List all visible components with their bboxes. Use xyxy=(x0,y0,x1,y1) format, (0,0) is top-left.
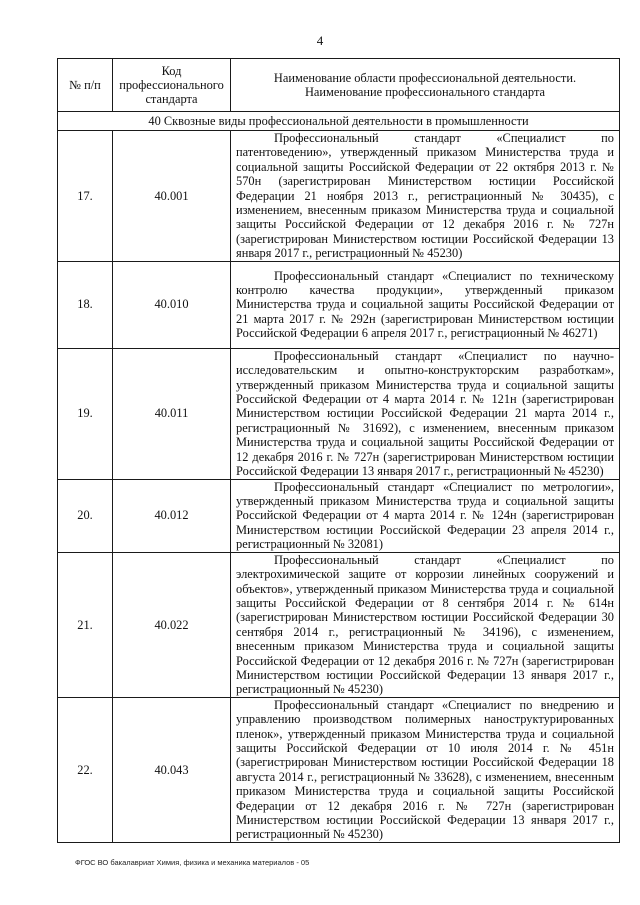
header-name-line2: Наименование профессионального стандарта xyxy=(304,85,546,99)
row-text-cell xyxy=(231,131,620,262)
header-name xyxy=(231,59,620,112)
page-number: 4 xyxy=(316,33,324,48)
row-text-cell xyxy=(231,552,620,697)
table-row xyxy=(58,348,620,479)
row-text-cell xyxy=(231,479,620,552)
row-text-cell xyxy=(231,261,620,348)
row-num: 17. xyxy=(58,131,113,262)
row-text: Профессиональный стандарт «Специалист по научно-исследовательским и опытно-конструкторским разработкам», утвержденный приказом Министерства труда и социальной защиты Российской Федерации от 4 марта 2014 г. № 121н (зарегистрирован Министерством юстиции Российской Федерации 21 марта 2014 г., регистрационный № 31692), с изменением, внесенным приказом Министерства труда и социальной защиты Российской Федерации от 12 декабря 2016 г. № 727н (зарегистрирован Министерством юстиции Российской Федерации 13 января 2017 г., регистрационный № 45230) xyxy=(236,348,614,479)
row-num: 21. xyxy=(58,552,113,697)
row-text: Профессиональный стандарт «Специалист по внедрению и управлению производством полимерных наноструктурированных пленок», утвержденный приказом Министерства труда и социальной защиты Российской Федерации от 10 июля 2014 г. № 451н (зарегистрирован Министерством юстиции Российской Федерации 18 августа 2014 г., регистрационный № 33628), с изменением, внесенным приказом Министерства труда и социальной защиты Российской Федерации от 12 декабря 2016 г. № 727н (зарегистрирован Министерством юстиции Российской Федерации 13 января 2017 г., регистрационный № 45230) xyxy=(236,697,614,842)
row-code: 40.012 xyxy=(113,479,231,552)
row-code: 40.022 xyxy=(113,552,231,697)
row-text: Профессиональный стандарт «Специалист по техническому контролю качества продукции», утвержденный приказом Министерства труда и социальной защиты Российской Федерации от 21 марта 2017 г. № 292н (зарегистрирован Министерством юстиции Российской Федерации 6 апреля 2017 г., регистрационный № 46271) xyxy=(236,268,614,341)
document-footer: ФГОС ВО бакалавриат Химия, физика и механика материалов - 05 xyxy=(75,858,310,867)
table-row xyxy=(58,552,620,697)
table-row xyxy=(58,697,620,842)
row-text-cell xyxy=(231,697,620,842)
row-code: 40.010 xyxy=(113,261,231,348)
row-text-cell xyxy=(231,348,620,479)
table-row xyxy=(58,479,620,552)
header-code: Код профессионального стандарта xyxy=(113,59,231,112)
row-num: 18. xyxy=(58,261,113,348)
row-code: 40.011 xyxy=(113,348,231,479)
row-code: 40.001 xyxy=(113,131,231,262)
table-row xyxy=(58,131,620,262)
row-num: 22. xyxy=(58,697,113,842)
row-num: 19. xyxy=(58,348,113,479)
table-header-row xyxy=(58,59,620,112)
row-text: Профессиональный стандарт «Специалист по электрохимической защите от коррозии линейных сооружений и объектов», утвержденный приказом Министерства труда и социальной защиты Российской Федерации от 8 сентября 2014 г. № 614н (зарегистрирован Министерством юстиции Российской Федерации 30 сентября 2014 г., регистрационный № 34196), с изменением, внесенным приказом Министерства труда и социальной защиты Российской Федерации от 12 декабря 2016 г. № 727н (зарегистрирован Министерством юстиции Российской Федерации 13 января 2017 г., регистрационный № 45230) xyxy=(236,552,614,697)
section-row xyxy=(58,112,620,131)
row-code: 40.043 xyxy=(113,697,231,842)
section-title: 40 Сквозные виды профессиональной деятельности в промышленности xyxy=(58,112,620,131)
professional-standards-table xyxy=(57,58,620,843)
header-num: № п/п xyxy=(58,59,113,112)
row-text: Профессиональный стандарт «Специалист по метрологии», утвержденный приказом Министерства труда и социальной защиты Российской Федерации от 4 марта 2014 г. № 124н (зарегистрирован Министерством юстиции Российской Федерации 23 апреля 2014 г., регистрационный № 32081) xyxy=(236,479,614,552)
table-row xyxy=(58,261,620,348)
header-name-line1: Наименование области профессиональной деятельности. xyxy=(273,71,577,85)
row-text: Профессиональный стандарт «Специалист по патентоведению», утвержденный приказом Министерства труда и социальной защиты Российской Федерации от 22 октября 2013 г. № 570н (зарегистрирован Министерством юстиции Российской Федерации 21 ноября 2013 г., регистрационный № 30435), с изменением, внесенным приказом Министерства труда и социальной защиты Российской Федерации от 12 декабря 2016 г. № 727н (зарегистрирован Министерством юстиции Российской Федерации 13 января 2017 г., регистрационный № 45230) xyxy=(236,131,614,261)
row-num: 20. xyxy=(58,479,113,552)
